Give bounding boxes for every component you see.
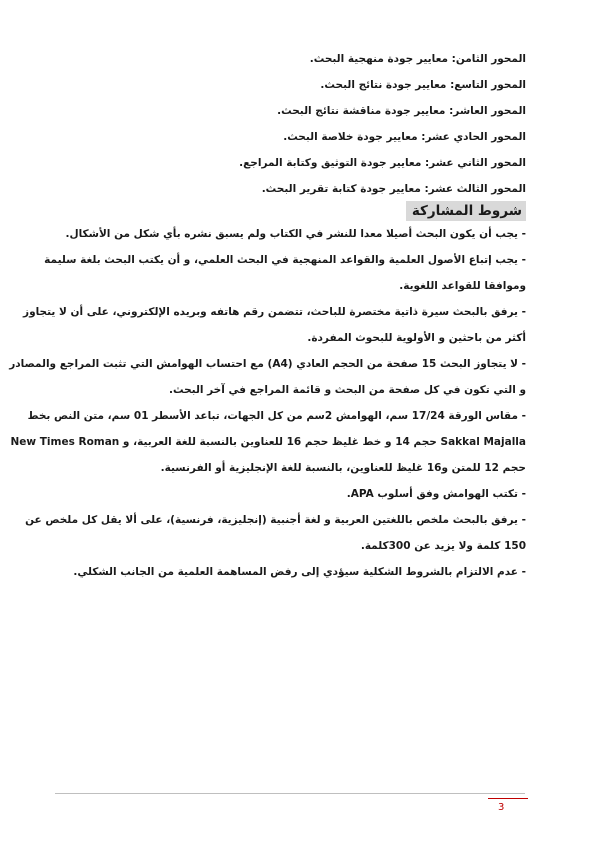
condition-line: - يرفق بالبحث ملخص باللغتين العربية و لغة أجنبية (إنجليزية، فرنسية)، على ألا يقل كل ملخص عن xyxy=(25,514,526,526)
page-number: 3 xyxy=(498,802,505,813)
condition-item xyxy=(64,487,526,501)
condition-line: وموافقا للقواعد اللغوية. xyxy=(399,280,526,292)
condition-line: 150 كلمة ولا يزيد عن 300كلمة. xyxy=(360,540,526,552)
condition-line: - لا يتجاوز البحث 15 صفحة من الحجم العادي (A4) مع احتساب الهوامش التي تثبت المراجع والمصادر xyxy=(9,358,526,370)
condition-line: - عدم الالتزام بالشروط الشكلية سيؤدي إلى رفض المساهمة العلمية من الجانب الشكلي. xyxy=(73,566,526,578)
condition-line: - يجب إتباع الأصول العلمية والقواعد المنهجية في البحث العلمي، و أن يكتب البحث بلغة سليمة xyxy=(44,254,526,266)
page-content xyxy=(9,52,526,591)
condition-line: Sakkal Majalla حجم 14 و خط غليظ حجم 16 للعناوين بالنسبة للغة العربية، و New Times Roman xyxy=(10,436,526,448)
condition-item xyxy=(10,409,526,475)
condition-line: - يجب أن يكون البحث أصيلا معدا للنشر في الكتاب ولم يسبق نشره بأي شكل من الأشكال. xyxy=(65,228,526,240)
condition-line: - تكتب الهوامش وفق أسلوب APA. xyxy=(346,488,526,500)
axes-list xyxy=(64,52,526,196)
conditions-list xyxy=(9,227,526,579)
condition-item xyxy=(64,565,526,579)
condition-item xyxy=(25,513,526,553)
footer-rule xyxy=(55,793,525,794)
condition-item xyxy=(9,357,526,397)
axis-item-11: المحور الحادي عشر: معايير جودة خلاصة البحث. xyxy=(283,131,526,143)
axis-item-9: المحور التاسع: معايير جودة نتائج البحث. xyxy=(320,79,526,91)
axis-item-10: المحور العاشر: معايير جودة مناقشة نتائج البحث. xyxy=(277,105,526,117)
axis-item-8: المحور الثامن: معايير جودة منهجية البحث. xyxy=(309,53,526,65)
condition-line: أكثر من باحثين و الأولوية للبحوث المفردة. xyxy=(307,332,526,344)
section-heading-wrap xyxy=(64,200,526,227)
condition-line: و التي تكون في كل صفحة من البحث و قائمة المراجع في آخر البحث. xyxy=(168,384,526,396)
axis-item-13: المحور الثالث عشر: معايير جودة كتابة تقرير البحث. xyxy=(261,183,526,195)
page-number-rule xyxy=(488,798,528,799)
condition-item xyxy=(23,305,526,345)
condition-line: حجم 12 للمتن و16 غليظ للعناوين، بالنسبة للغة الإنجليزية أو الفرنسية. xyxy=(160,462,526,474)
condition-item xyxy=(44,253,526,293)
condition-item xyxy=(64,227,526,241)
condition-line: - مقاس الورقة 17/24 سم، الهوامش 2سم من كل الجهات، تباعد الأسطر 01 سم، متن النص بخط xyxy=(27,410,526,422)
section-heading: شروط المشاركة xyxy=(406,201,526,221)
condition-line: - يرفق بالبحث سيرة ذاتية مختصرة للباحث، تتضمن رقم هاتفه وبريده الإلكتروني، على أن لا يتجاوز xyxy=(23,306,526,318)
axis-item-12: المحور الثاني عشر: معايير جودة التوثيق وكتابة المراجع. xyxy=(239,157,526,169)
